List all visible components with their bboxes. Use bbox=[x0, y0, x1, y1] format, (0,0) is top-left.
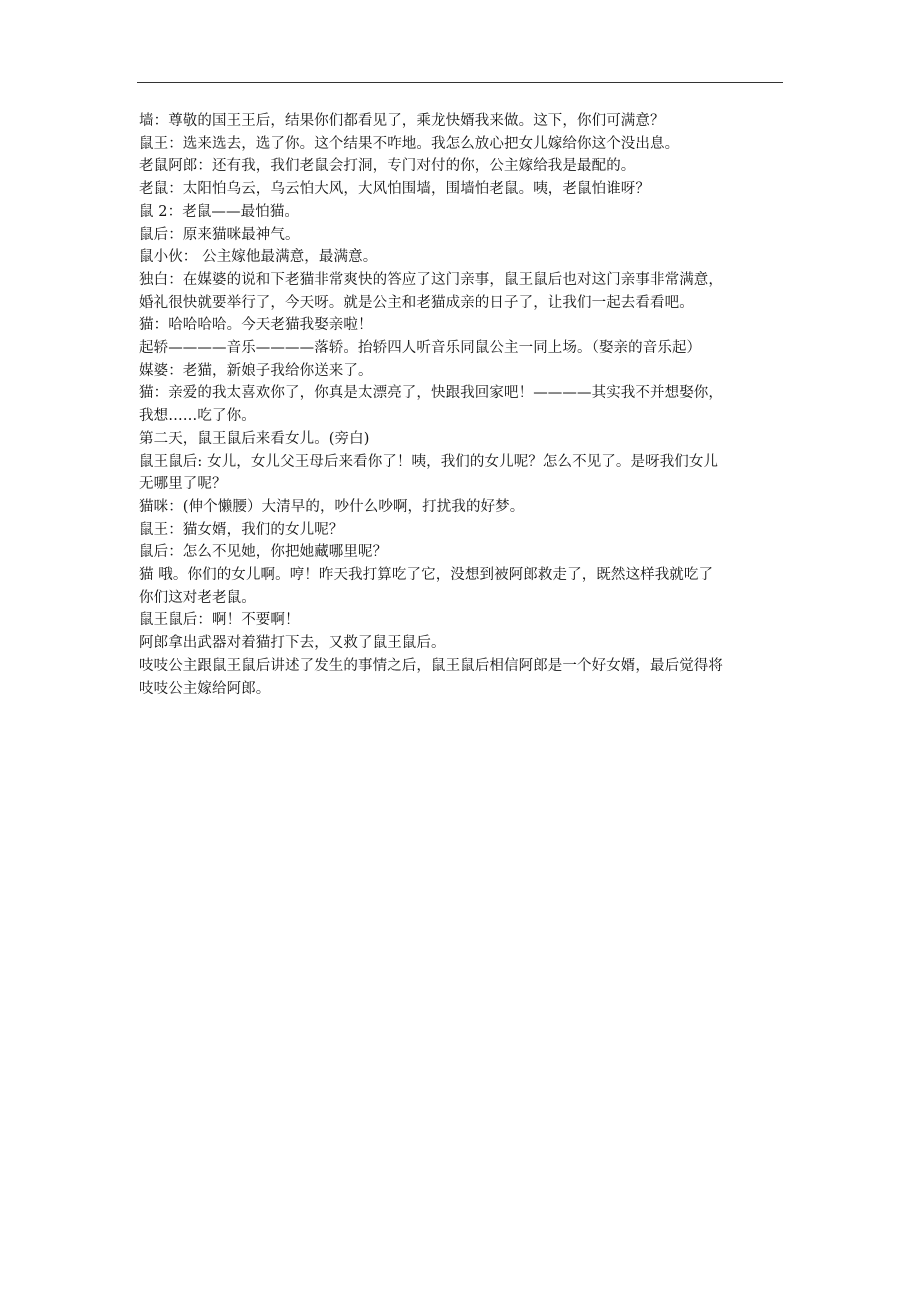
text-line: 老鼠阿郎：还有我，我们老鼠会打洞，专门对付的你，公主嫁给我是最配的。 bbox=[139, 158, 636, 175]
text-line: 媒婆：老猫，新娘子我给你送来了。 bbox=[139, 362, 373, 379]
paragraph bbox=[139, 246, 789, 269]
text-line: 阿郎拿出武器对着猫打下去，又救了鼠王鼠后。 bbox=[139, 635, 446, 652]
paragraph bbox=[139, 496, 789, 519]
text-line: 吱吱公主嫁给阿郎。 bbox=[139, 680, 271, 697]
paragraph bbox=[139, 110, 789, 133]
header-rule bbox=[137, 82, 783, 83]
text-line: 猫咪：(伸个懒腰）大清早的，吵什么吵啊，打扰我的好梦。 bbox=[139, 498, 525, 515]
text-line: 墙：尊敬的国王王后，结果你们都看见了，乘龙快婿我来做。这下，你们可满意？ bbox=[139, 113, 665, 129]
text-line: 鼠后：怎么不见她，你把她藏哪里呢？ bbox=[139, 544, 388, 561]
text-line: 你们这对老老鼠。 bbox=[139, 589, 256, 606]
text-line: 鼠小伙： 公主嫁他最满意，最满意。 bbox=[139, 249, 378, 266]
paragraph bbox=[139, 632, 789, 655]
text-line: 老鼠：太阳怕乌云，乌云怕大风，大风怕围墙，围墙怕老鼠。咦，老鼠怕谁呀？ bbox=[139, 181, 650, 198]
paragraph bbox=[139, 428, 789, 451]
text-line: 鼠 2：老鼠——最怕猫。 bbox=[139, 203, 300, 220]
text-line: 起轿————音乐————落轿。抬轿四人听音乐同鼠公主一同上场。（娶亲的音乐起） bbox=[139, 340, 702, 357]
text-line: 猫：哈哈哈哈。今天老猫我娶亲啦！ bbox=[139, 317, 373, 334]
text-line: 鼠王鼠后: 女儿，女儿父王母后来看你了！咦，我们的女儿呢？怎么不见了。是呀我们女儿 bbox=[139, 453, 719, 470]
text-line: 鼠王：猫女婿，我们的女儿呢？ bbox=[139, 521, 344, 538]
text-line: 猫 哦。你们的女儿啊。哼！昨天我打算吃了它，没想到被阿郎救走了，既然这样我就吃了 bbox=[139, 567, 714, 584]
text-line: 猫：亲爱的我太喜欢你了，你真是太漂亮了，快跟我回家吧！————其实我不并想娶你， bbox=[139, 385, 723, 402]
text-line: 独白：在媒婆的说和下老猫非常爽快的答应了这门亲事，鼠王鼠后也对这门亲事非常满意， bbox=[139, 271, 723, 288]
paragraph bbox=[139, 269, 789, 314]
text-line: 我想……吃了你。 bbox=[139, 408, 256, 425]
paragraph bbox=[139, 178, 789, 201]
paragraph bbox=[139, 201, 789, 224]
paragraph bbox=[139, 133, 789, 156]
paragraph bbox=[139, 360, 789, 383]
text-line: 鼠王鼠后：啊！不要啊！ bbox=[139, 612, 300, 629]
document-body bbox=[139, 110, 789, 700]
paragraph bbox=[139, 337, 789, 360]
text-line: 婚礼很快就要举行了，今天呀。就是公主和老猫成亲的日子了，让我们一起去看看吧。 bbox=[139, 294, 694, 311]
paragraph bbox=[139, 609, 789, 632]
text-line: 吱吱公主跟鼠王鼠后讲述了发生的事情之后，鼠王鼠后相信阿郎是一个好女婿，最后觉得将 bbox=[139, 657, 723, 674]
paragraph bbox=[139, 655, 789, 700]
paragraph bbox=[139, 541, 789, 564]
text-line: 鼠王：选来选去，选了你。这个结果不咋地。我怎么放心把女儿嫁给你这个没出息。 bbox=[139, 135, 680, 152]
paragraph bbox=[139, 519, 789, 542]
paragraph bbox=[139, 382, 789, 427]
text-line: 无哪里了呢？ bbox=[139, 476, 227, 493]
paragraph bbox=[139, 314, 789, 337]
paragraph bbox=[139, 564, 789, 609]
paragraph bbox=[139, 155, 789, 178]
paragraph bbox=[139, 451, 789, 496]
text-line: 鼠后：原来猫咪最神气。 bbox=[139, 226, 300, 243]
text-line: 第二天，鼠王鼠后来看女儿。(旁白) bbox=[139, 430, 370, 447]
paragraph bbox=[139, 224, 789, 247]
